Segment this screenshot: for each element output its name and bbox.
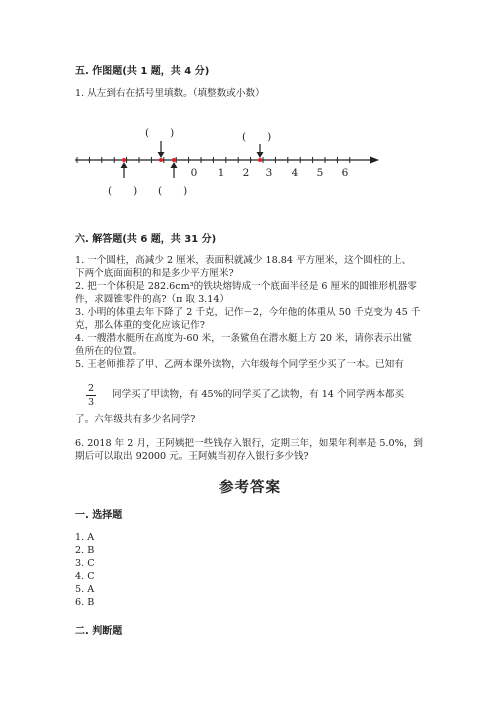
section5-question1: 1. 从左到右在括号里填数。（填整数或小数） [75,88,265,99]
point-marker [122,158,126,162]
section6-line-3: 2. 把一个体积是 282.6cm³的铁块熔铸成一个底面半径是 6 厘米的圆锥形机器零 [75,281,417,292]
fraction-two-thirds [86,383,96,408]
arrow-down-icon [158,141,165,158]
answer-item-5: 5. A [75,584,95,595]
answers-section2-title: 二. 判断题 [75,626,123,637]
section5-title: 五. 作图题(共 1 题，共 4 分) [75,66,210,77]
arrow-down-icon [257,144,264,158]
blank-top-1: ( ) [145,127,175,139]
axis-label-0: 0 [190,167,198,179]
q6-line-1: 6. 2018 年 2 月，王阿姨把一些钱存入银行，定期三年，如果年利率是 5.0%，到 [75,438,423,449]
section6-title: 六. 解答题(共 6 题，共 31 分) [75,234,217,245]
axis-arrowhead-icon [370,157,379,164]
answer-item-6: 6. B [75,597,95,608]
number-line-figure [72,122,382,197]
point-marker [172,158,176,162]
q5-continuation: 同学买了甲读物，有 45%的同学买了乙读物，有 14 个同学两本都买 [112,389,405,400]
section6-line-1: 1. 一个圆柱，高减少 2 厘米，表面积就减少 18.84 平方厘米，这个圆柱的上、 [75,255,412,266]
q6-line-2: 期后可以取出 92000 元。王阿姨当初存入银行多少钱? [75,451,309,462]
section6-line-5: 3. 小明的体重去年下降了 2 千克，记作－2，今年他的体重从 50 千克变为 45 千 [75,307,421,318]
axis-label-4: 4 [291,167,299,179]
section6-line-9: 5. 王老师推荐了甲、乙两本课外读物，六年级每个同学至少买了一本。已知有 [75,359,404,370]
axis-label-5: 5 [316,167,324,179]
arrow-up-icon [171,162,178,178]
section6-line-8: 鱼所在的位置。 [75,346,143,357]
fraction-denominator: 3 [87,397,95,408]
q5-end: 了。六年级共有多少名同学? [75,414,196,425]
arrow-up-icon [121,162,128,178]
point-marker [159,158,163,162]
answer-item-4: 4. C [75,571,95,582]
axis-label-1: 1 [217,167,225,179]
section6-line-6: 克，那么体重的变化应该记作? [75,320,205,331]
axis-label-2: 2 [242,167,250,179]
section6-line-2: 下两个底面面积的和是多少平方厘米? [75,268,234,279]
fraction-numerator: 2 [87,383,95,394]
axis-label-3: 3 [265,167,273,179]
answers-section1-title: 一. 选择题 [75,510,123,521]
blank-bottom-1: ( ) [108,185,138,197]
section6-line-4: 件，求圆锥零件的高?（π 取 3.14） [75,294,230,305]
answers-title: 参考答案 [219,479,281,496]
section6-line-7: 4. 一艘潜水艇所在高度为-60 米，一条鲨鱼在潜水艇上方 20 米，请你表示出鲨 [75,333,412,344]
answer-item-1: 1. A [75,532,95,543]
point-marker [258,158,262,162]
blank-top-2: ( ) [242,131,272,143]
blank-bottom-2: ( ) [158,185,188,197]
answer-item-2: 2. B [75,545,95,556]
axis-label-6: 6 [341,167,349,179]
answer-item-3: 3. C [75,558,95,569]
